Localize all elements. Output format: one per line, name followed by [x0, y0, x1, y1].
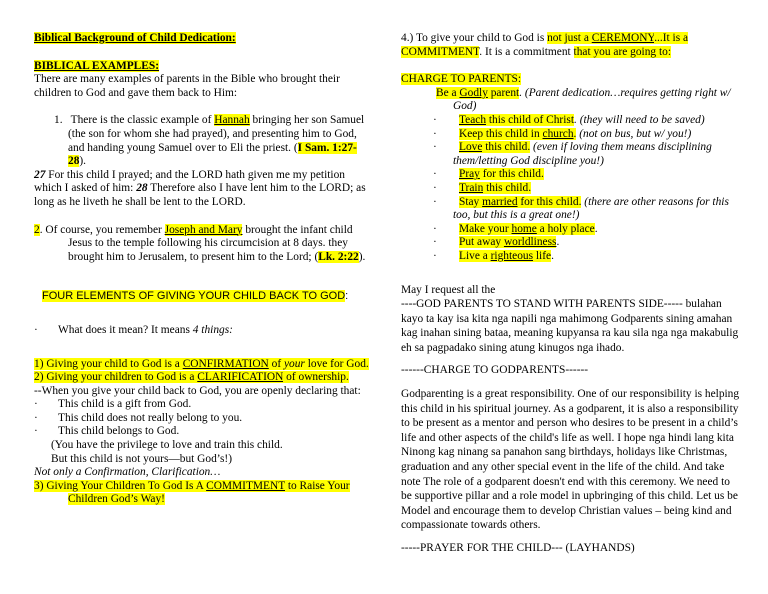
what-does-it-mean: · What does it mean? It means 4 things:: [34, 323, 233, 336]
declaring-text: --When you give your child back to God, you are openly declaring that:: [34, 384, 361, 397]
charge-train: · Train this child.: [433, 181, 532, 194]
not-yours-text: But this child is not yours—but God’s!): [51, 452, 232, 465]
point-four: 4.) To give your child to God is not just a CEREMONY...It is a COMMITMENT. It is a commitment that you are going to:: [401, 32, 689, 58]
charge-keep-church: · Keep this child in church. (not on bus, but w/ you!): [433, 127, 692, 140]
example-joseph-mary: 2. Of course, you remember Joseph and Mary brought the infant child Jesus to the temple following his circumcision at 8 days. they brought him to Jerusalem, to present him to the Lord; (Lk. 2:22).: [34, 223, 366, 263]
godparents-stand-text: ----GOD PARENTS TO STAND WITH PARENTS SIDE----- bulahan kayo ta kay isa kita nga napili nga mahimong Godparents sining amahan kag inahan sining bataa, meaning kupyansa ra kau sila nga nga makabulig eh sa pagpadako sining atung kinugos nga ihado.: [401, 298, 739, 354]
charge-holy-home: · Make your home a holy place.: [433, 222, 598, 235]
left-column: [34, 32, 372, 507]
element-confirmation: 1) Giving your child to God is a CONFIRMATION of your love for God.: [34, 357, 369, 370]
charge-love: · Love this child. (even if loving them means disciplining them/letting God discipline you!): [433, 141, 712, 167]
charge-teach: · Teach this child of Christ. (they will need to be saved): [433, 113, 705, 126]
not-only-text: Not only a Confirmation, Clarification…: [34, 466, 221, 479]
charge-to-parents-heading: CHARGE TO PARENTS:: [401, 73, 522, 86]
examples-heading: BIBLICAL EXAMPLES:: [34, 59, 160, 72]
privilege-text: (You have the privilege to love and train this child.: [51, 439, 283, 452]
right-column: [401, 32, 741, 556]
godly-parent-line: Be a Godly parent. (Parent dedication…requires getting right w/ God): [436, 86, 731, 113]
examples-intro: There are many examples of parents in the Bible who brought their children to God and gave them back to Him:: [34, 73, 340, 99]
verse-samuel: 27 For this child I prayed; and the LORD hath given me my petition which I asked of him: 28 Therefore also I have lent him to the LORD; as long as he liveth he shall be lent to the LORD.: [34, 168, 366, 208]
element-clarification: 2) Giving your children to God is a CLARIFICATION of ownership.: [34, 371, 349, 384]
charge-righteous: · Live a righteous life.: [433, 249, 554, 262]
charge-godparents-heading: ------CHARGE TO GODPARENTS------: [401, 364, 589, 377]
bullet-gift: · This child is a gift from God.: [34, 398, 192, 411]
bullet-not-belong: · This child does not really belong to you.: [34, 411, 243, 424]
example-hannah: 1. There is the classic example of Hannah bringing her son Samuel (the son for whom she had prayed), and presenting him to God, and handing young Samuel over to Eli the priest. (I Sam. 1:27-28).: [54, 114, 365, 168]
document-title: Biblical Background of Child Dedication:: [34, 32, 236, 44]
prayer-heading: -----PRAYER FOR THE CHILD--- (LAYHANDS): [401, 542, 635, 554]
four-elements-heading: FOUR ELEMENTS OF GIVING YOUR CHILD BACK TO GOD:: [42, 290, 349, 303]
godparenting-paragraph: Godparenting is a great responsibility. One of our responsibility is helping this child in his spiritual journey. As a godparent, it is also a responsibility to be present as a mentor and person who desires to be present in a child’s life and other aspects of the child's life as well. I hope nga hindi lang kita Ninong kag ninang sa panahon sang birthdays, holidays like Christmas, graduation and any other special event in the life of the child. And take note The role of a godparent doesn't end with this ceremony. We need to be supportive pillar and a role model in upbringing of this child. Let us be Model and encourage them to develop Christian values – being kind and compassionate towards others.: [401, 388, 740, 532]
request-line: May I request all the: [401, 283, 496, 296]
charge-pray: · Pray for this child.: [433, 168, 544, 181]
bullet-belongs-god: · This child belongs to God.: [34, 425, 180, 438]
charge-worldliness: · Put away worldliness.: [433, 236, 560, 249]
element-commitment: 3) Giving Your Children To God Is A COMMITMENT to Raise Your Children God’s Way!: [34, 479, 350, 506]
charge-stay-married: · Stay married for this child. (there are other reasons for this too, but this is a great one!): [433, 195, 729, 222]
